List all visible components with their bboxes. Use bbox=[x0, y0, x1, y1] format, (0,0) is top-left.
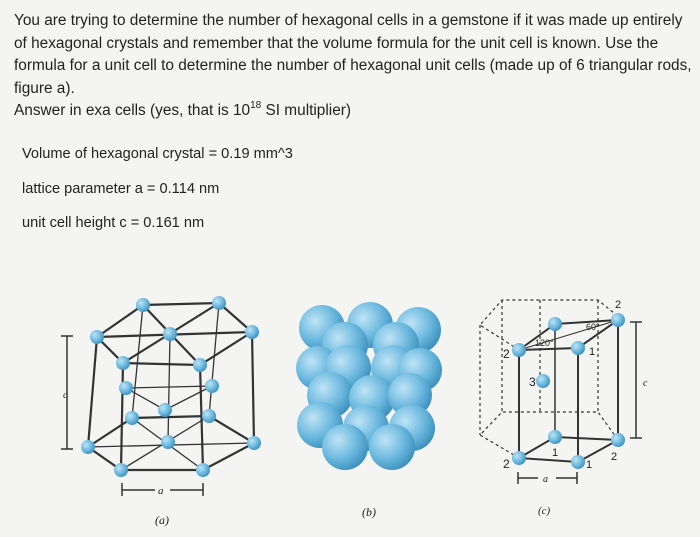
atom-label-1: 1 bbox=[586, 459, 593, 471]
atom bbox=[81, 440, 95, 454]
exponent: 18 bbox=[250, 100, 262, 111]
atom bbox=[114, 463, 128, 477]
cell-height-given: unit cell height c = 0.161 nm bbox=[22, 215, 205, 231]
atom bbox=[247, 436, 261, 450]
label-c-a: c bbox=[63, 390, 68, 401]
angle-60: 60° bbox=[586, 322, 600, 332]
atom bbox=[202, 409, 216, 423]
caption-b: (b) bbox=[362, 505, 376, 519]
figure-b-packed-spheres bbox=[296, 302, 442, 470]
caption-c: (c) bbox=[538, 505, 551, 517]
atom bbox=[611, 433, 625, 447]
lattice-parameter-given: lattice parameter a = 0.114 nm bbox=[22, 181, 220, 197]
atom bbox=[119, 381, 133, 395]
atom bbox=[512, 451, 526, 465]
atom-label-2: 2 bbox=[503, 457, 510, 471]
atom bbox=[193, 358, 207, 372]
atom bbox=[205, 379, 219, 393]
atom bbox=[161, 435, 175, 449]
volume-given: Volume of hexagonal crystal = 0.19 mm^3 bbox=[22, 146, 293, 162]
atom bbox=[548, 430, 562, 444]
atom bbox=[196, 463, 210, 477]
angle-120: 120° bbox=[535, 338, 554, 348]
atom-label-2: 2 bbox=[611, 451, 618, 463]
atom-label-3: 3 bbox=[529, 375, 536, 389]
label-a-c: a bbox=[543, 474, 548, 485]
atom bbox=[548, 317, 562, 331]
atom bbox=[116, 356, 130, 370]
atom bbox=[90, 330, 104, 344]
atom bbox=[163, 327, 177, 341]
atom-label-2: 2 bbox=[615, 299, 622, 311]
label-a-a: a bbox=[158, 485, 164, 497]
atom bbox=[571, 341, 585, 355]
caption-a: (a) bbox=[155, 513, 169, 527]
atom bbox=[611, 313, 625, 327]
answer-instruction: Answer in exa cells (yes, that is $10^{18}$ SI multiplier) bbox=[14, 100, 352, 119]
atom bbox=[512, 343, 526, 357]
atom-label-1: 1 bbox=[589, 346, 596, 358]
atom bbox=[536, 374, 550, 388]
atom-label-2: 2 bbox=[503, 347, 510, 361]
atom bbox=[158, 403, 172, 417]
atom bbox=[125, 411, 139, 425]
atom bbox=[245, 325, 259, 339]
atom bbox=[571, 455, 585, 469]
question-paragraph: You are trying to determine the number of hexagonal cells in a gemstone if it was made up entirely of hexagonal crystals and remember that the volume formula for the unit cell is known. Use the formula for a unit cell to determine the number of hexagonal unit cells (made up of 6 triangular rods, figure a). bbox=[14, 12, 692, 97]
label-c-c: c bbox=[643, 378, 648, 389]
atom-label-1: 1 bbox=[552, 447, 559, 459]
atom bbox=[136, 298, 150, 312]
atom bbox=[212, 296, 226, 310]
